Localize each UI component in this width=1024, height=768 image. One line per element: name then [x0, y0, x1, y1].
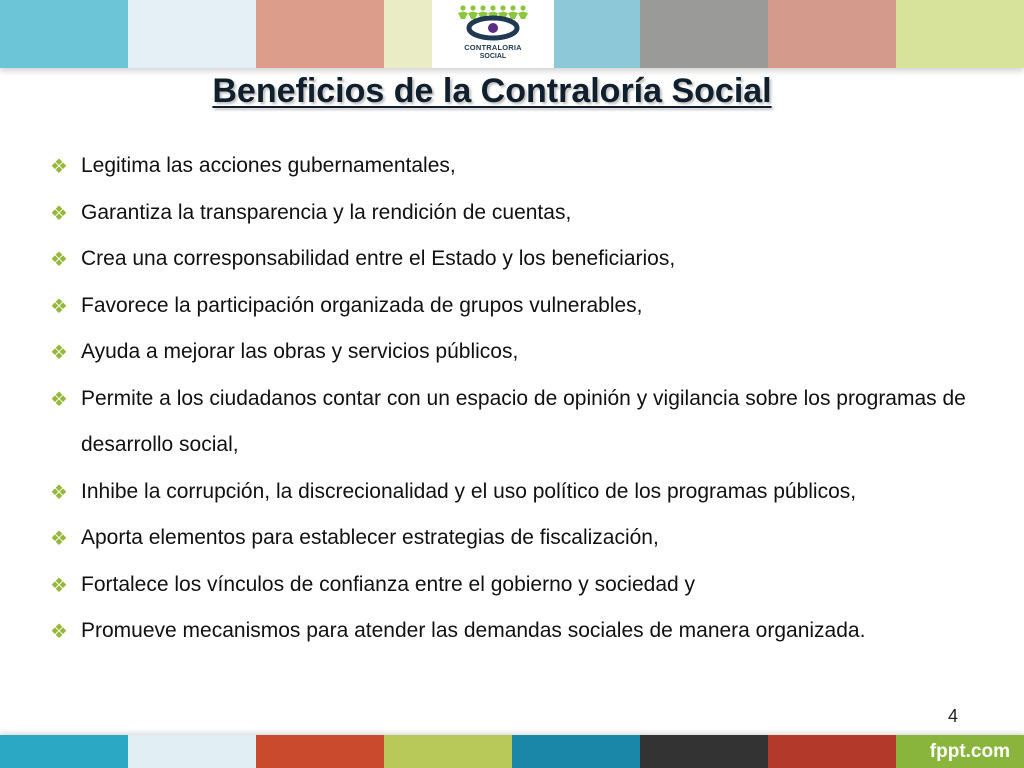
footer-color-block [384, 735, 512, 768]
benefit-item [50, 143, 1010, 190]
diamond-bullet-icon: ❖ [50, 200, 68, 225]
logo-person-icon [458, 12, 468, 20]
slide-title: Beneficios de la Contraloría Social [212, 72, 772, 110]
diamond-bullet-icon: ❖ [50, 154, 68, 178]
benefit-item [50, 376, 1010, 469]
benefit-item [50, 236, 1010, 283]
benefit-text: Crea una corresponsabilidad entre el Estado y los beneficiarios, [81, 247, 676, 270]
logo-person-icon [520, 5, 525, 10]
benefit-item [50, 515, 1010, 562]
diamond-bullet-icon: ❖ [50, 293, 68, 318]
contraloria-social-logo [432, 0, 554, 68]
benefit-item [50, 190, 1010, 237]
diamond-bullet-icon: ❖ [50, 340, 68, 364]
benefit-text: Inhibe la corrupción, la discrecionalidad y el uso político de los programas públicos, [81, 479, 857, 503]
eye-logo-icon [450, 4, 536, 42]
diamond-bullet-icon: ❖ [50, 247, 68, 271]
footer-color-block [512, 735, 640, 768]
diamond-bullet-icon: ❖ [50, 479, 68, 504]
benefit-item [50, 608, 1010, 655]
header-color-block [256, 0, 384, 68]
diamond-bullet-icon: ❖ [50, 386, 68, 411]
benefit-item [50, 562, 1010, 609]
benefit-item [50, 469, 1010, 516]
benefit-text: Permite a los ciudadanos contar con un espacio de opinión y vigilancia sobre los programas de desarrollo social, [81, 386, 966, 456]
benefits-list [50, 143, 1010, 655]
logo-person-icon [470, 5, 475, 10]
benefit-text: Ayuda a mejorar las obras y servicios públicos, [81, 340, 519, 363]
logo-person-icon [510, 5, 515, 10]
benefit-item [50, 329, 1010, 376]
diamond-bullet-icon: ❖ [50, 572, 68, 597]
benefit-text: Promueve mecanismos para atender las demandas sociales de manera organizada. [81, 619, 866, 642]
logo-person-icon [480, 5, 485, 10]
diamond-bullet-icon: ❖ [50, 526, 68, 550]
benefit-text: Fortalece los vínculos de confianza entre el gobierno y sociedad y [81, 572, 696, 596]
logo-person-icon [518, 12, 528, 20]
logo-text-line1: CONTRALORIA [464, 43, 522, 52]
benefit-text: Favorece la participación organizada de grupos vulnerables, [81, 293, 643, 317]
benefit-item [50, 283, 1010, 330]
header-color-block [896, 0, 1024, 68]
benefit-text: Legitima las acciones gubernamentales, [81, 154, 456, 177]
header-color-block [768, 0, 896, 68]
footer-color-block [128, 735, 256, 768]
logo-person-icon [508, 12, 518, 20]
logo-person-icon [460, 5, 465, 10]
logo-person-icon [468, 12, 478, 20]
footer-color-block [256, 735, 384, 768]
logo-center [488, 23, 498, 33]
footer-color-block [0, 735, 128, 768]
fppt-brand-text: fppt.com [929, 741, 1010, 762]
page-number: 4 [948, 706, 959, 726]
logo-person-icon [490, 5, 495, 10]
header-color-block [128, 0, 256, 68]
benefit-text: Garantiza la transparencia y la rendición de cuentas, [81, 200, 572, 224]
header-color-block [0, 0, 128, 68]
logo-person-icon [500, 5, 505, 10]
footer-color-bar [0, 735, 1024, 768]
footer-color-block [640, 735, 768, 768]
footer-color-block [768, 735, 896, 768]
header-color-block [640, 0, 768, 68]
diamond-bullet-icon: ❖ [50, 619, 68, 643]
logo-text-line2: SOCIAL [479, 52, 507, 60]
benefit-text: Aporta elementos para establecer estrategias de fiscalización, [81, 526, 659, 549]
